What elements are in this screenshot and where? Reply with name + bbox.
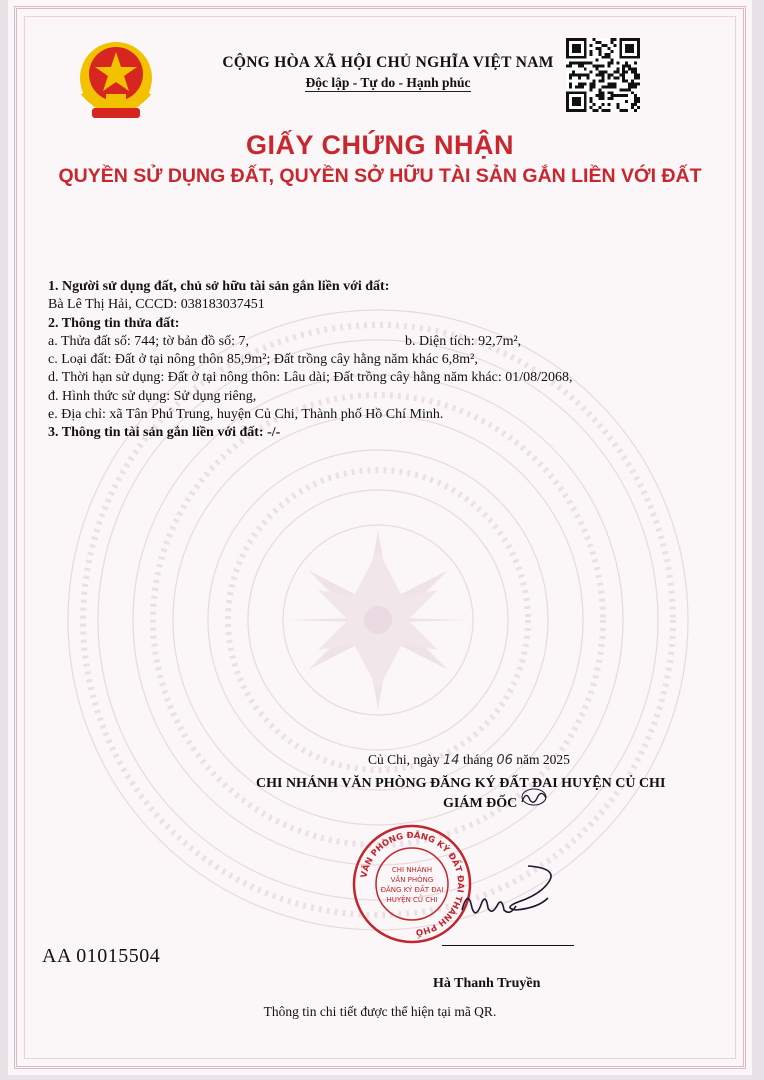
national-motto [158, 75, 618, 91]
certificate-page [8, 0, 752, 1075]
seal-line-4: HUYỆN CỦ CHI [386, 896, 438, 904]
seal-line-3: ĐĂNG KÝ ĐẤT ĐAI [380, 886, 444, 894]
parcel-number: a. Thửa đất số: 744; tờ bản đồ số: 7, [48, 333, 249, 349]
usage-form: đ. Hình thức sử dụng: Sử dụng riêng, [48, 388, 257, 404]
date-year: năm 2025 [516, 752, 570, 767]
parcel-area: b. Diện tích: 92,7m², [405, 333, 522, 349]
parcel-address: e. Địa chỉ: xã Tân Phú Trung, huyện Củ Chi, Thành phố Hồ Chí Minh. [48, 407, 444, 423]
signing-date [368, 752, 570, 768]
section-1-heading: 1. Người sử dụng đất, chủ sở hữu tài sản gắn liền với đất: [48, 279, 390, 294]
national-header [158, 54, 618, 91]
signer-role: GIÁM ĐỐC [443, 796, 518, 811]
signature-icon [458, 858, 578, 928]
initial-signature-icon [520, 786, 550, 808]
section-3-heading: 3. Thông tin tài sản gắn liền với đất: -/- [48, 425, 281, 441]
seal-line-2: VĂN PHÒNG [390, 876, 434, 884]
seal-line-1: CHI NHÁNH [391, 866, 433, 874]
certificate-subtitle: QUYỀN SỬ DỤNG ĐẤT, QUYỀN SỞ HỮU TÀI SẢN GẮN LIỀN VỚI ĐẤT [58, 165, 702, 187]
official-seal-icon [350, 822, 474, 946]
land-type: c. Loại đất: Đất ở tại nông thôn 85,9m²; Đất trồng cây hằng năm khác 6,8m², [48, 352, 478, 368]
date-place: Củ Chi, ngày [368, 752, 440, 767]
svg-text:VĂN PHÒNG ĐĂNG KÝ ĐẤT ĐAI THÀN [359, 829, 465, 940]
serial-number: AA 01015504 [42, 945, 161, 967]
country-name: CỘNG HÒA XÃ HỘI CHỦ NGHĨA VIỆT NAM [222, 54, 554, 71]
certificate-body [48, 278, 718, 443]
national-emblem-icon [76, 36, 156, 132]
signer-name: Hà Thanh Truyền [433, 976, 541, 991]
parcel-row [48, 333, 718, 351]
date-day: 14 [443, 753, 460, 768]
issuing-office: CHI NHÁNH VĂN PHÒNG ĐĂNG KÝ ĐẤT ĐAI HUYỆN CỦ CHI [256, 776, 666, 791]
qr-footnote: Thông tin chi tiết được thể hiện tại mã QR. [263, 1004, 497, 1019]
motto-text: Độc lập - Tự do - Hạnh phúc [305, 75, 471, 90]
certificate-title: GIẤY CHỨNG NHẬN [246, 130, 514, 160]
owner-line: Bà Lê Thị Hải, CCCD: 038183037451 [48, 297, 265, 313]
signature-line [442, 945, 574, 946]
section-2-heading: 2. Thông tin thửa đất: [48, 315, 180, 331]
seal-ring-text: VĂN PHÒNG ĐĂNG KÝ ĐẤT ĐAI THÀNH PHỐ [359, 830, 466, 937]
qr-code-icon [566, 38, 640, 112]
usage-term: d. Thời hạn sử dụng: Đất ở tại nông thôn: Lâu dài; Đất trồng cây hằng năm khác: 01/08/2068, [48, 370, 573, 386]
date-month-label: tháng [462, 752, 493, 767]
date-month: 06 [496, 753, 513, 768]
